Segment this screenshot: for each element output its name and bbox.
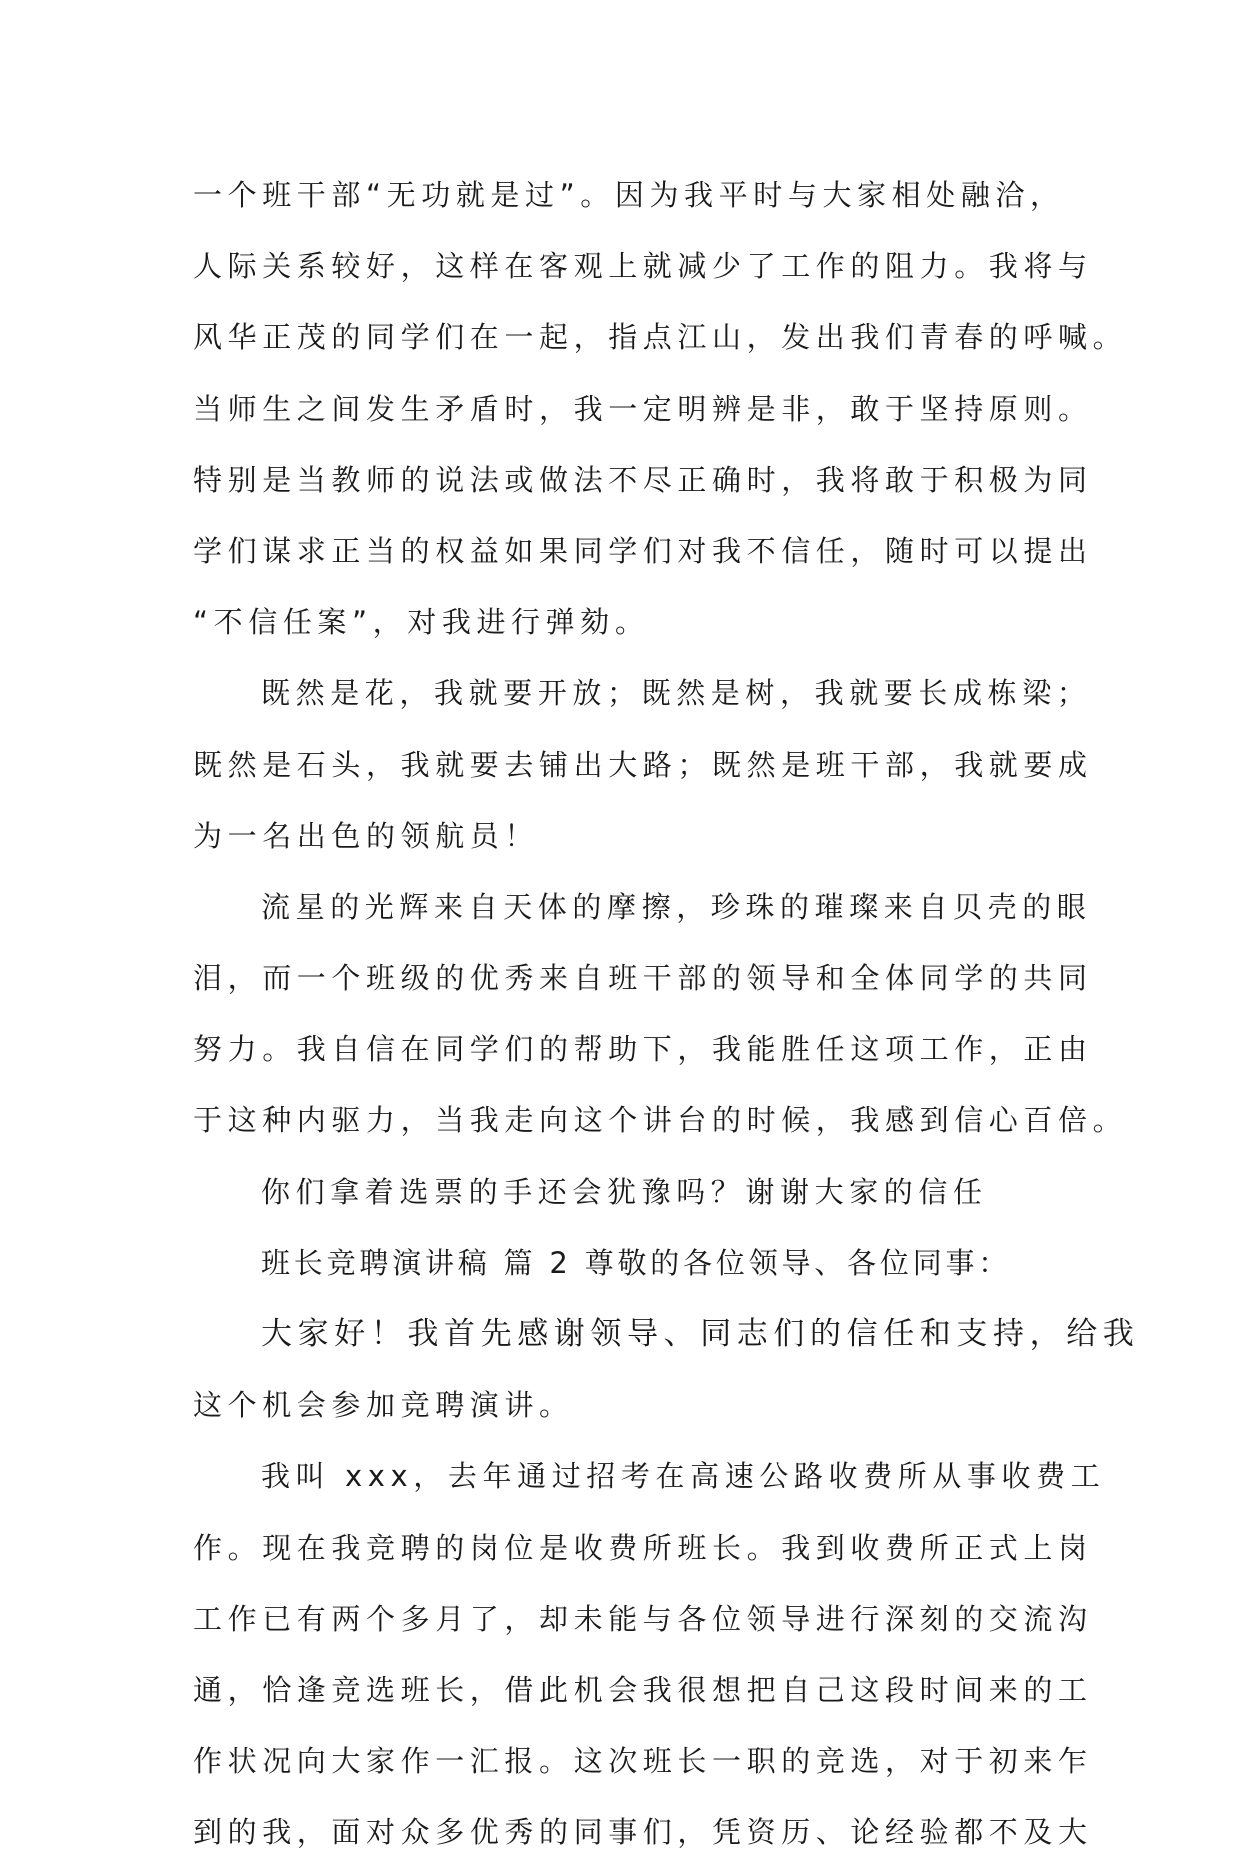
paragraph-start-line: 既然是花，我就要开放；既然是树，我就要长成栋梁； [261, 676, 1092, 711]
paragraph-start-line: 大家好！我首先感谢领导、同志们的信任和支持，给我 [261, 1316, 1140, 1352]
text-line: 通，恰逢竞选班长，借此机会我很想把自己这段时间来的工 [193, 1672, 1093, 1707]
text-line: 既然是石头，我就要去铺出大路；既然是班干部，我就要成 [193, 747, 1093, 782]
text-line: 当师生之间发生矛盾时，我一定明辨是非，敢于坚持原则。 [193, 391, 1093, 426]
document-body [193, 160, 1140, 1869]
text-line: 工作已有两个多月了，却未能与各位领导进行深刻的交流沟 [193, 1601, 1093, 1636]
text-line: 到的我，面对众多优秀的同事们，凭资历、论经验都不及大 [193, 1815, 1093, 1850]
paragraph-start-line: 你们拿着选票的手还会犹豫吗？谢谢大家的信任 [261, 1174, 988, 1209]
text-line: 于这种内驱力，当我走向这个讲台的时候，我感到信心百倍。 [193, 1103, 1128, 1138]
paragraph-start-line: 流星的光辉来自天体的摩擦，珍珠的璀璨来自贝壳的眼 [261, 889, 1092, 924]
section-heading-line: 班长竞聘演讲稿 篇 2 尊敬的各位领导、各位同事： [261, 1245, 1012, 1280]
text-line: 作。现在我竞聘的岗位是收费所班长。我到收费所正式上岗 [193, 1530, 1093, 1565]
text-line: 一个班干部“无功就是过”。因为我平时与大家相处融洽， [193, 178, 1065, 212]
paragraph-start-line: 我叫 xxx，去年通过招考在高速公路收费所从事收费工 [261, 1459, 1106, 1494]
text-line: 努力。我自信在同学们的帮助下，我能胜任这项工作，正由 [193, 1032, 1093, 1067]
text-line: 学们谋求正当的权益如果同学们对我不信任，随时可以提出 [193, 533, 1093, 568]
text-line: “不信任案”，对我进行弹劾。 [193, 605, 650, 640]
text-line: 作状况向大家作一汇报。这次班长一职的竞选，对于初来乍 [193, 1744, 1093, 1779]
text-line: 特别是当教师的说法或做法不尽正确时，我将敢于积极为同 [193, 462, 1093, 497]
text-line: 这个机会参加竞聘演讲。 [193, 1388, 574, 1423]
text-line: 人际关系较好，这样在客观上就减少了工作的阻力。我将与 [193, 249, 1093, 284]
text-line: 为一名出色的领航员！ [193, 818, 540, 853]
text-line: 泪，而一个班级的优秀来自班干部的领导和全体同学的共同 [193, 961, 1093, 996]
text-line: 风华正茂的同学们在一起，指点江山，发出我们青春的呼喊。 [193, 320, 1128, 355]
